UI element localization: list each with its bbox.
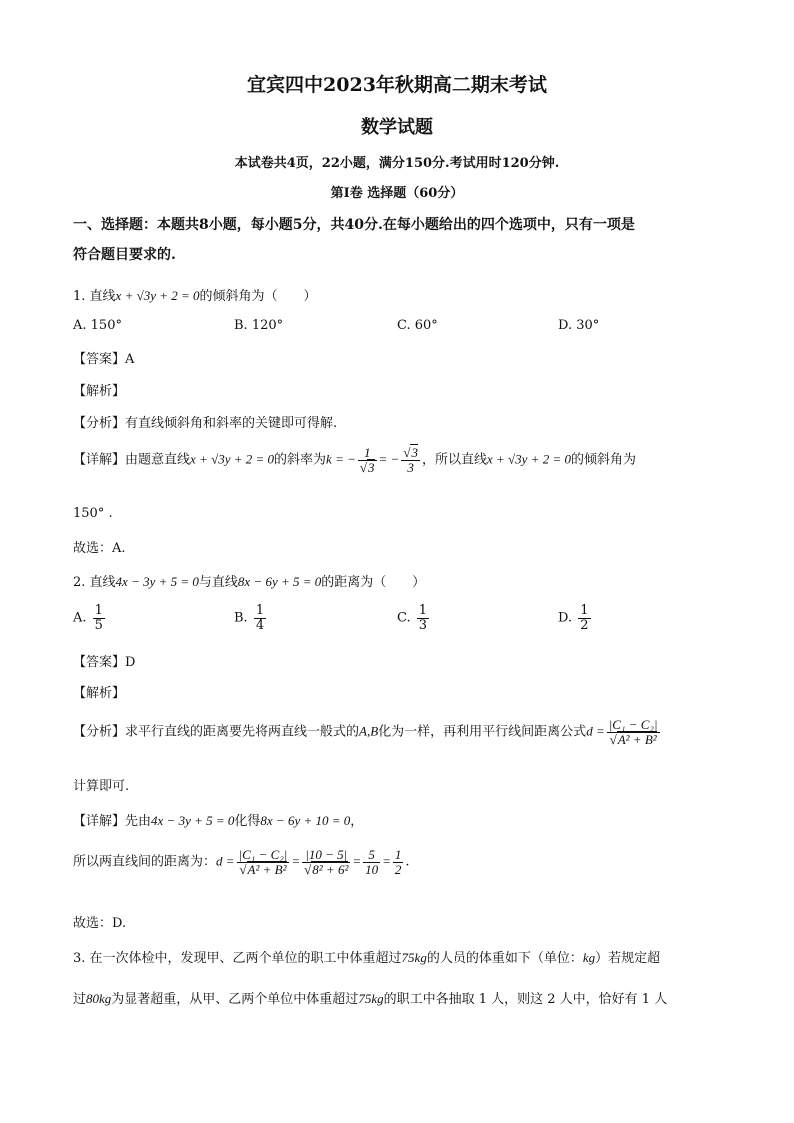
q1-k: k = −	[326, 451, 356, 467]
q2-eq1: 4x − 3y + 5 = 0	[115, 574, 199, 589]
q2-formula-d: d =	[586, 723, 605, 739]
q1-frac-2-num-sqrt: 3	[411, 445, 418, 460]
q2-dist-frac-3-den: 10	[365, 861, 379, 877]
q1-prefix: 1. 直线	[73, 289, 116, 304]
q1-fenxi-text: 有直线倾斜角和斜率的关键即可得解.	[125, 416, 338, 431]
q1-frac-2-den: 3	[401, 460, 420, 475]
q2-option-c-label: C.	[397, 610, 411, 626]
q2-dist-frac-1-den: √A² + B²	[237, 862, 290, 877]
question-3-line2	[73, 988, 667, 1007]
q2-option-a-den: 5	[94, 617, 103, 633]
q2-jiexi: 【解析】	[73, 686, 126, 701]
q3-unit: kg	[582, 950, 596, 965]
q2-option-b	[234, 604, 268, 632]
q2-xiangjie-tag: 【详解】	[73, 814, 126, 829]
q2-dist-frac-4-num: 1	[394, 847, 402, 862]
q1-xiangjie-eq: x + √3y + 2 = 0	[190, 451, 275, 467]
q1-option-d: D. 30°	[558, 318, 600, 333]
q1-xiangjie-a: 由题意直线	[125, 452, 191, 468]
q2-dist-frac-4	[393, 848, 404, 876]
q1-xiangjie-eq2: x + √3y + 2 = 0	[486, 451, 571, 467]
q2-option-a-label: A.	[73, 610, 87, 626]
q2-option-b-den: 4	[255, 617, 265, 633]
q1-frac-1-num: 1	[363, 445, 371, 460]
q3-line2-b: 为显著超重，从甲、乙两个单位中体重超过	[111, 992, 359, 1007]
q2-option-d-den: 2	[580, 617, 589, 633]
q2-conclusion: 故选：D.	[73, 916, 127, 931]
q2-option-c-frac	[417, 604, 429, 632]
q2-d-eq: d =	[216, 853, 235, 869]
q3-line2-a: 过	[73, 992, 87, 1007]
q1-option-a: A. 150°	[73, 318, 122, 333]
q2-option-a	[73, 604, 107, 632]
question-1-stem	[73, 285, 317, 304]
q2-option-d-num: 1	[580, 603, 589, 618]
q2-option-a-frac	[93, 604, 105, 632]
q1-conclusion: 故选：A.	[73, 541, 126, 556]
q2-option-c	[397, 604, 431, 632]
section-heading-line2: 符合题目要求的.	[73, 247, 176, 263]
q2-dist-frac-1-num: |C₁ − C₂|	[238, 847, 288, 862]
q2-option-d-label: D.	[558, 610, 573, 626]
q2-dist-frac-3-num: 5	[368, 847, 375, 862]
q2-option-a-num: 1	[94, 603, 103, 618]
q2-dist-frac-2-den-sqrt: 8² + 6²	[312, 861, 349, 877]
q3-w80: 80kg	[86, 991, 112, 1006]
q2-dist-frac-2-num: |10 − 5|	[305, 847, 348, 862]
q2-xiangjie-eq2: 8x − 6y + 10 = 0	[260, 813, 351, 828]
q1-option-b: B. 120°	[234, 318, 284, 333]
q1-xiangjie-c: ，所以直线	[421, 452, 487, 468]
q2-option-c-num: 1	[418, 603, 428, 618]
q1-frac-1-den-sqrt: 3	[368, 459, 375, 475]
q1-result: 150° .	[73, 506, 113, 521]
q2-fenxi	[73, 718, 662, 746]
q2-xiangjie-eq1: 4x − 3y + 5 = 0	[151, 813, 235, 828]
q2-formula-den: √A² + B²	[607, 732, 660, 747]
question-2-stem	[73, 571, 425, 590]
q2-mid: 与直线	[198, 575, 238, 590]
q1-fenxi-tag: 【分析】	[73, 416, 126, 431]
q3-line2-c: 的职工中各抽取 1 人，则这 2 人中，恰好有 1 人	[383, 992, 668, 1007]
q3-w75: 75kg	[401, 950, 427, 965]
subject-title: 数学试题	[361, 117, 433, 138]
q1-frac-1	[358, 446, 377, 474]
q2-suffix: 的距离为（ ）	[321, 575, 426, 590]
q1-equation: x + √3y + 2 = 0	[115, 288, 200, 303]
q1-suffix: 的倾斜角为（ ）	[199, 289, 317, 304]
q2-option-d-frac	[578, 604, 590, 632]
q2-fenxi-tag: 【分析】	[73, 724, 126, 740]
q2-dist-frac-2-den: √8² + 6²	[304, 861, 349, 877]
q2-answer-tag: 【答案】	[73, 655, 126, 670]
q2-dist-text: 所以两直线间的距离为：	[73, 854, 217, 870]
q3-line1-c: ）若规定超	[595, 951, 661, 966]
q1-eqsign: = −	[378, 451, 400, 467]
exam-info: 本试卷共4页，22小题，满分150分.考试用时120分钟.	[234, 156, 560, 171]
section-heading-line1: 一、选择题：本题共8小题，每小题5分，共40分.在每小题给出的四个选项中，只有一项是	[73, 217, 635, 233]
part-title: 第Ⅰ卷 选择题（60分）	[330, 186, 464, 201]
q2-dist-frac-3	[363, 848, 380, 876]
q1-answer-value: A	[125, 352, 135, 367]
q2-eq2: 8x − 6y + 5 = 0	[237, 574, 322, 589]
q2-xiangjie	[73, 810, 363, 829]
q2-answer-value: D	[125, 655, 136, 670]
q2-formula-num: |C₁ − C₂|	[608, 717, 658, 732]
q2-ab: A,B	[359, 723, 379, 739]
q2-distance-line: 所以两直线间的距离为：d = $\frac{\text{|C₁ − C₂|}}{\text{√A² + B²}}$ = $\frac{|10 - 5|}{\text{√8² + 6²}}$ = $\frac{5}{10}$ = $\frac{1}{2}$ .	[73, 847, 410, 877]
q1-xiangjie-tag: 【详解】	[73, 452, 126, 468]
q2-fenxi-a: 求平行直线的距离要先将两直线一般式的	[125, 724, 360, 740]
q1-fenxi	[73, 412, 337, 431]
question-3-line1	[73, 947, 660, 966]
q2-fenxi-b: 化为一样，再利用平行线间距离公式	[378, 724, 587, 740]
q2-option-b-frac	[254, 604, 266, 632]
q1-jiexi: 【解析】	[73, 384, 126, 399]
q1-xiangjie-b: 的斜率为	[274, 452, 327, 468]
q2-xiangjie-a: 先由	[125, 814, 152, 829]
q3-line1-a: 3. 在一次体检中，发现甲、乙两个单位的职工中体重超过	[73, 951, 402, 966]
q3-w75b: 75kg	[358, 991, 384, 1006]
q2-formula-den-sqrt: A² + B²	[617, 731, 657, 747]
q2-option-b-label: B.	[234, 610, 248, 626]
q1-option-c: C. 60°	[397, 318, 438, 333]
q2-prefix: 2. 直线	[73, 575, 116, 590]
q1-frac-2-num: √3	[403, 445, 418, 460]
q2-option-d	[558, 604, 593, 632]
q1-xiangjie	[73, 446, 636, 474]
q2-dist-frac-2	[302, 848, 350, 876]
q2-dist-frac-1	[237, 848, 290, 876]
q2-xiangjie-c: ，	[350, 814, 364, 829]
q2-fenxi-end: 计算即可.	[73, 779, 130, 794]
q2-xiangjie-b: 化得	[234, 814, 261, 829]
exam-title: 宜宾四中2023年秋期高二期末考试	[247, 74, 547, 96]
q2-formula-frac	[607, 718, 660, 746]
q2-option-b-num: 1	[255, 603, 265, 618]
q2-dist-frac-1-den-sqrt: A² + B²	[247, 861, 287, 877]
q1-frac-1-den: √3	[359, 459, 375, 475]
q1-answer	[73, 348, 134, 367]
q2-answer	[73, 651, 135, 670]
q2-option-c-den: 3	[418, 617, 428, 633]
q3-line1-b: 的人员的体重如下（单位：	[426, 951, 583, 966]
q1-xiangjie-d: 的倾斜角为	[570, 452, 636, 468]
q1-answer-tag: 【答案】	[73, 352, 126, 367]
q2-dist-frac-4-den: 2	[394, 861, 402, 877]
q1-frac-2	[401, 446, 420, 474]
